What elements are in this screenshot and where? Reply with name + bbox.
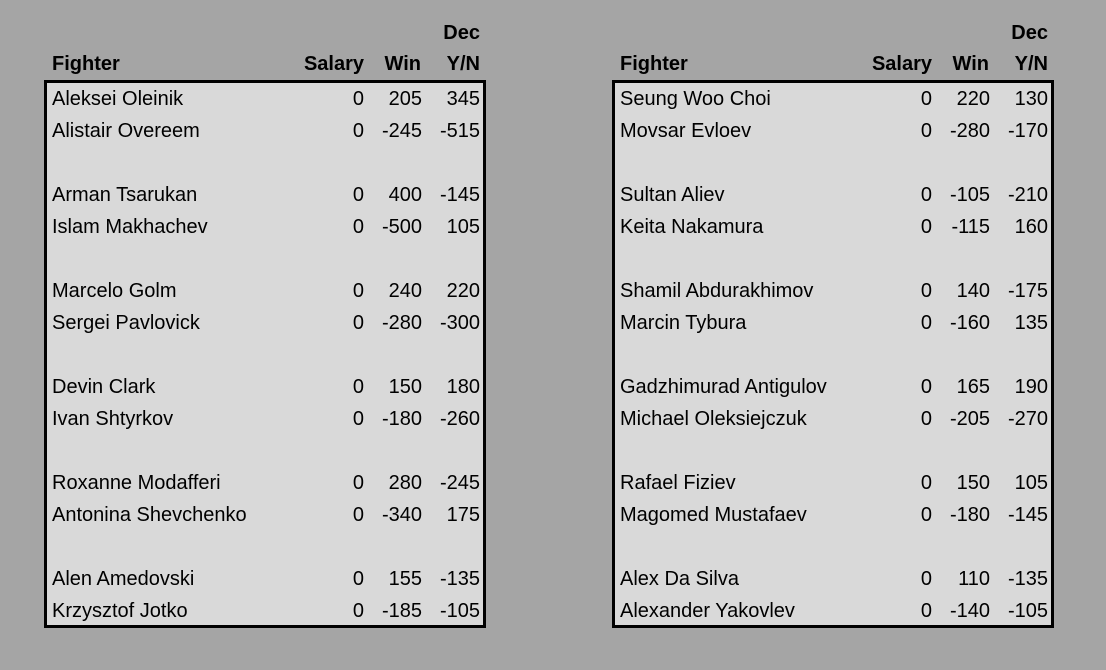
fighter-name: Keita Nakamura [620,216,764,238]
table-row [615,308,1051,338]
decision-odds: -105 [1007,600,1048,622]
salary-value: 0 [352,88,364,110]
table-row [615,500,1051,530]
decision-odds: 220 [446,280,480,302]
fighter-name: Movsar Evloev [620,120,752,142]
table-row [47,564,483,594]
table-row [47,372,483,402]
decision-odds: -515 [439,120,480,142]
table-row [615,468,1051,498]
fighter-name: Magomed Mustafaev [620,504,807,526]
fighter-name: Marcin Tybura [620,312,747,334]
fighter-name: Marcelo Golm [52,280,177,302]
decision-odds: 190 [1014,376,1048,398]
fighter-name: Rafael Fiziev [620,472,736,494]
table-row [47,212,483,242]
win-column-header: Win [952,53,989,75]
salary-value: 0 [920,184,932,206]
win-odds: 150 [956,472,990,494]
salary-value: 0 [352,312,364,334]
win-column-header: Win [384,53,421,75]
salary-value: 0 [352,376,364,398]
salary-value: 0 [352,504,364,526]
salary-value: 0 [920,120,932,142]
win-odds: 165 [956,376,990,398]
table-row [615,404,1051,434]
decision-odds: 160 [1014,216,1048,238]
table-row [47,276,483,306]
win-odds: -185 [381,600,422,622]
win-odds: 155 [388,568,422,590]
fighter-name: Arman Tsarukan [52,184,198,206]
decision-odds: -175 [1007,280,1048,302]
win-odds: -280 [949,120,990,142]
win-odds: 240 [388,280,422,302]
decision-odds: -210 [1007,184,1048,206]
dec-column-header-line1: Dec [1011,22,1048,44]
salary-value: 0 [352,184,364,206]
fighter-name: Islam Makhachev [52,216,208,238]
salary-value: 0 [352,120,364,142]
win-odds: 400 [388,184,422,206]
salary-value: 0 [352,280,364,302]
fighter-name: Seung Woo Choi [620,88,771,110]
table-row [47,404,483,434]
decision-odds: -135 [1007,568,1048,590]
table-row [615,180,1051,210]
salary-value: 0 [920,600,932,622]
decision-odds: 105 [446,216,480,238]
fighter-column-header: Fighter [52,53,120,75]
salary-value: 0 [352,568,364,590]
salary-value: 0 [920,568,932,590]
win-odds: 110 [958,568,990,590]
salary-value: 0 [920,88,932,110]
win-odds: -115 [951,216,990,238]
fighter-name: Devin Clark [52,376,156,398]
win-odds: -245 [381,120,422,142]
win-odds: -205 [949,408,990,430]
decision-odds: -170 [1007,120,1048,142]
table-row [47,468,483,498]
salary-value: 0 [920,216,932,238]
table-row [47,180,483,210]
win-odds: 280 [388,472,422,494]
table-row [615,116,1051,146]
salary-value: 0 [920,312,932,334]
table-row [615,372,1051,402]
table-row [615,84,1051,114]
decision-odds: 135 [1014,312,1048,334]
salary-value: 0 [352,408,364,430]
dec-column-header-line1: Dec [443,22,480,44]
fighter-name: Michael Oleksiejczuk [620,408,807,430]
decision-odds: -260 [439,408,480,430]
table-row [47,84,483,114]
salary-value: 0 [920,408,932,430]
win-odds: 205 [388,88,422,110]
decision-odds: 180 [446,376,480,398]
table-body [44,80,486,628]
salary-value: 0 [920,280,932,302]
salary-value: 0 [352,216,364,238]
table-header [612,0,1054,80]
fighter-name: Sergei Pavlovick [52,312,200,334]
table-row [615,564,1051,594]
salary-column-header: Salary [871,53,932,75]
fighter-name: Antonina Shevchenko [52,504,247,526]
win-odds: -280 [381,312,422,334]
fighter-name: Krzysztof Jotko [52,600,188,622]
salary-value: 0 [920,504,932,526]
table-row [47,308,483,338]
win-odds: -500 [381,216,422,238]
salary-value: 0 [352,600,364,622]
salary-column-header: Salary [303,53,364,75]
fighter-name: Gadzhimurad Antigulov [620,376,827,398]
fighter-name: Sultan Aliev [620,184,725,206]
decision-odds: 345 [446,88,480,110]
table-body [612,80,1054,628]
table-row [615,276,1051,306]
table-row [47,116,483,146]
fighter-name: Alen Amedovski [52,568,195,590]
decision-odds: -145 [439,184,480,206]
table-header [44,0,486,80]
win-odds: -160 [949,312,990,334]
win-odds: -180 [949,504,990,526]
table-row [615,212,1051,242]
salary-value: 0 [920,472,932,494]
win-odds: 140 [956,280,990,302]
decision-odds: -270 [1007,408,1048,430]
salary-value: 0 [920,376,932,398]
dec-column-header-line2: Y/N [1014,53,1048,75]
fighter-name: Alexander Yakovlev [620,600,795,622]
decision-odds: 105 [1014,472,1048,494]
fighter-name: Alistair Overeem [52,120,200,142]
salary-value: 0 [352,472,364,494]
dec-column-header-line2: Y/N [446,53,480,75]
win-odds: -340 [381,504,422,526]
decision-odds: -245 [439,472,480,494]
fighter-name: Aleksei Oleinik [52,88,184,110]
fighter-name: Ivan Shtyrkov [52,408,174,430]
decision-odds: 130 [1014,88,1048,110]
decision-odds: -135 [439,568,480,590]
fighter-name: Alex Da Silva [620,568,739,590]
win-odds: 150 [388,376,422,398]
win-odds: -105 [949,184,990,206]
decision-odds: -300 [439,312,480,334]
fighter-name: Roxanne Modafferi [52,472,221,494]
win-odds: 220 [956,88,990,110]
table-row [47,500,483,530]
decision-odds: -105 [439,600,480,622]
win-odds: -180 [381,408,422,430]
fighter-name: Shamil Abdurakhimov [620,280,814,302]
table-row [615,596,1051,626]
decision-odds: 175 [446,504,480,526]
fighter-column-header: Fighter [620,53,688,75]
decision-odds: -145 [1007,504,1048,526]
win-odds: -140 [949,600,990,622]
table-row [47,596,483,626]
